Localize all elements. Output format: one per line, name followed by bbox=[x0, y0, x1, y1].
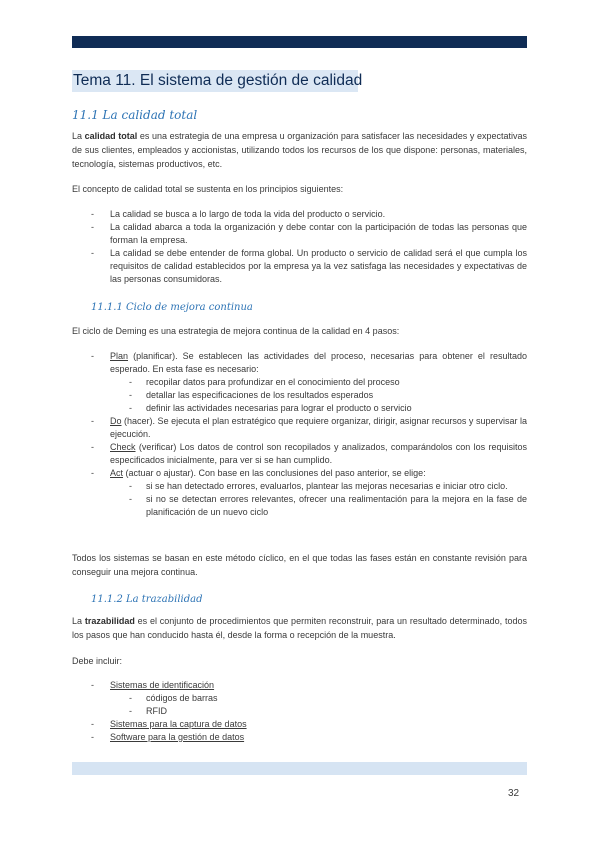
step-term: Plan bbox=[110, 351, 129, 361]
term-calidad-total: calidad total bbox=[84, 131, 138, 141]
plan-substeps bbox=[110, 376, 527, 415]
list-item: - RFID bbox=[129, 705, 527, 718]
deming-closing: Todos los sistemas se basan en este método cíclico, en el que todas las fases están en constante revisión para conseguir una mejora continua. bbox=[72, 553, 527, 577]
step-term: Do bbox=[110, 416, 122, 426]
list-item: - si se han detectado errores, evaluarlos, plantear las mejoras necesarias e iniciar otro ciclo. bbox=[129, 480, 527, 493]
calidad-total-paragraph: La calidad total es una estrategia de una empresa u organización para satisfacer las necesidades y expectativas de sus clientes, empleados y accionistas, utilizando todos los recursos de los que dispone: personas, materiales, tecnología, sistemas productivos, etc. bbox=[72, 131, 527, 169]
page-title: Tema 11. El sistema de gestión de calidad bbox=[72, 70, 358, 92]
list-item: - si no se detectan errores relevantes, ofrecer una realimentación para la mejora en la fase de planificación de un nuevo ciclo bbox=[129, 493, 527, 519]
principles-intro: El concepto de calidad total se sustenta en los principios siguientes: bbox=[72, 184, 344, 194]
list-item: - La calidad abarca a toda la organización y debe contar con la participación de todas las personas que forman la empresa. bbox=[91, 221, 527, 247]
traceability-list bbox=[91, 679, 527, 744]
subsection-heading-trazabilidad: 11.1.2 La trazabilidad bbox=[91, 594, 203, 605]
identificacion-sublist bbox=[110, 692, 527, 718]
deming-step-check: - Check (verificar) Los datos de control son recopilados y analizados, comparándolos con los requisitos especificados inicialmente, para ver si se han cumplido. bbox=[91, 441, 527, 467]
list-item: - definir las actividades necesarias para lograr el producto o servicio bbox=[129, 402, 527, 415]
step-term: Act bbox=[110, 468, 124, 478]
deming-step-plan: - Plan (planificar). Se establecen las actividades del proceso, necesarias para obtener el resultado esperado. En esta fase es necesario: - recopilar datos para profundizar en el conocimiento del proceso - detallar las especificaciones de los resultados esperados - definir las actividades necesarias para lograr el producto o servicio bbox=[91, 350, 527, 415]
trazabilidad-paragraph: La trazabilidad es el conjunto de procedimientos que permiten reconstruir, para un resultado determinado, todos los pasos que han conducido hasta él, desde la forma o recepción de la muestra. bbox=[72, 616, 528, 640]
term-trazabilidad: trazabilidad bbox=[84, 616, 135, 626]
list-item: - La calidad se busca a lo largo de toda la vida del producto o servicio. bbox=[91, 208, 527, 221]
deming-step-do: - Do (hacer). Se ejecuta el plan estratégico que requiere organizar, dirigir, asignar recursos y supervisar la ejecución. bbox=[91, 415, 527, 441]
principles-list bbox=[91, 208, 527, 286]
list-item: - recopilar datos para profundizar en el conocimiento del proceso bbox=[129, 376, 527, 389]
list-item: - detallar las especificaciones de los resultados esperados bbox=[129, 389, 527, 402]
act-substeps bbox=[110, 480, 527, 519]
traceability-item-identificacion: - Sistemas de identificación - códigos de barras - RFID bbox=[91, 679, 527, 718]
list-item: - La calidad se debe entender de forma global. Un producto o servicio de calidad será el que cumpla los requisitos de calidad establecidos por la empresa ya la vez satisfaga las necesidades y expectativas de las personas consumidoras. bbox=[91, 247, 527, 286]
must-include-label: Debe incluir: bbox=[72, 656, 123, 666]
header-bar bbox=[72, 36, 527, 48]
step-term: Check bbox=[110, 442, 136, 452]
page-number: 32 bbox=[508, 788, 520, 799]
section-heading: 11.1 La calidad total bbox=[72, 108, 198, 122]
traceability-item-captura: - Sistemas para la captura de datos bbox=[91, 718, 527, 731]
subsection-heading-mejora: 11.1.1 Ciclo de mejora continua bbox=[91, 302, 253, 313]
footer-bar bbox=[72, 762, 527, 775]
deming-intro: El ciclo de Deming es una estrategia de mejora continua de la calidad en 4 pasos: bbox=[72, 326, 400, 336]
list-item: - códigos de barras bbox=[129, 692, 527, 705]
traceability-item-software: - Software para la gestión de datos bbox=[91, 731, 527, 744]
deming-steps-list bbox=[91, 350, 527, 519]
deming-step-act: - Act (actuar o ajustar). Con base en las conclusiones del paso anterior, se elige: - si se han detectado errores, evaluarlos, plantear las mejoras necesarias e iniciar otro ciclo. - si no se detectan errores relevantes, ofrecer una realimentación para la mejora en la fase de planificación de un nuevo ciclo bbox=[91, 467, 527, 519]
